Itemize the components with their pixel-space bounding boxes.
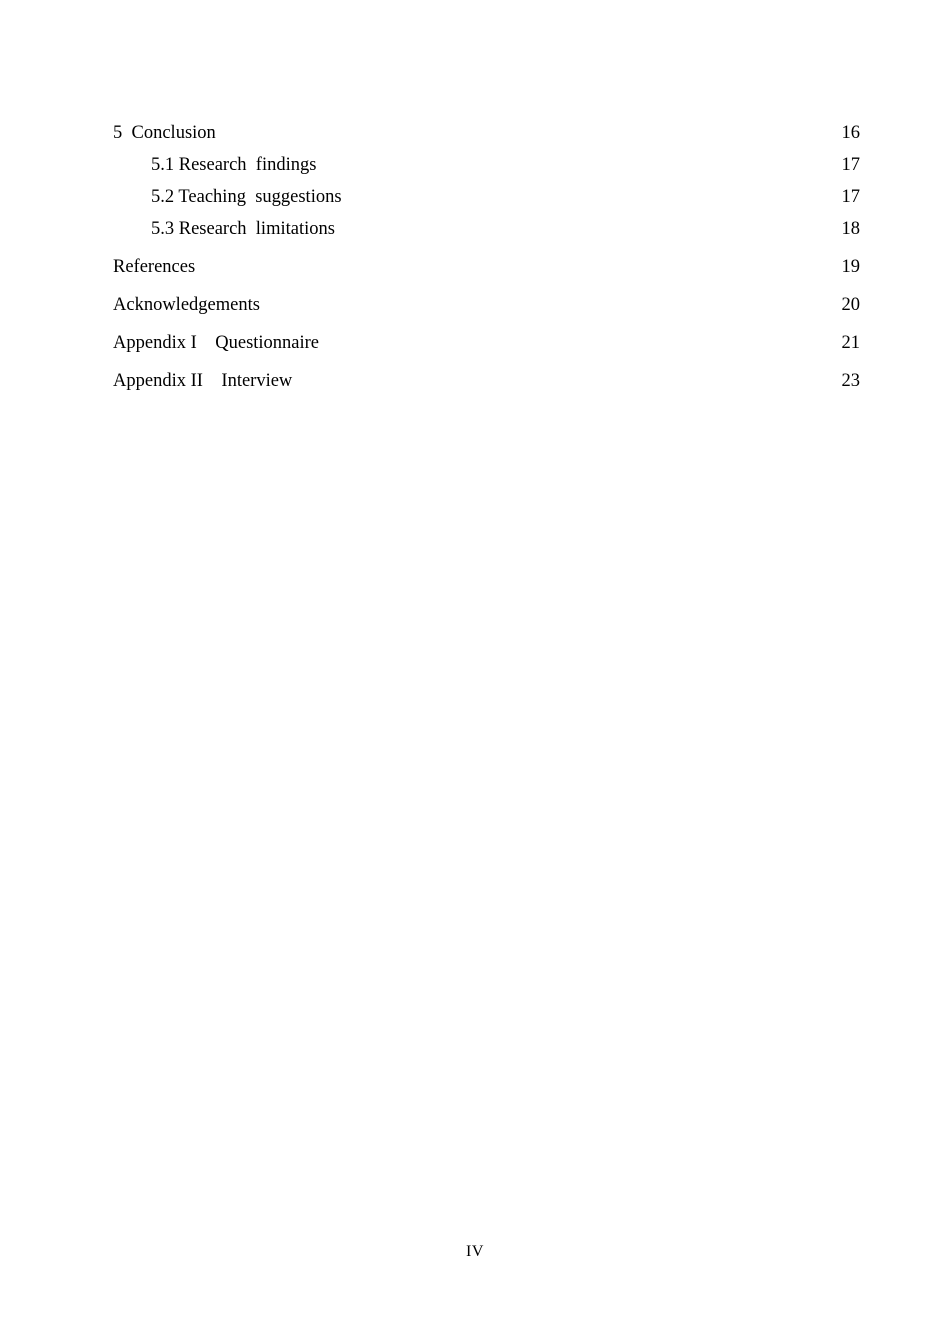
toc-entry-label: 5.3 Research limitations (151, 219, 335, 239)
toc-entry-research-findings[interactable] (113, 151, 860, 179)
toc-entry-appendix-questionnaire[interactable] (113, 329, 860, 357)
page-number-footer: IV (466, 1243, 484, 1260)
toc-entry-research-limitations[interactable] (113, 215, 860, 243)
toc-entry-references[interactable] (113, 253, 860, 281)
toc-entry-label: 5 Conclusion (113, 123, 216, 143)
toc-entry-page-number: 17 (841, 155, 860, 175)
toc-entry-page-number: 19 (841, 257, 860, 277)
toc-entry-label: 5.2 Teaching suggestions (151, 187, 342, 207)
toc-entry-acknowledgements[interactable] (113, 291, 860, 319)
toc-entry-page-number: 23 (841, 371, 860, 391)
toc-entry-page-number: 21 (841, 333, 860, 353)
toc-entry-page-number: 16 (841, 123, 860, 143)
table-of-contents (113, 119, 860, 395)
toc-entry-label: Appendix I Questionnaire (113, 333, 320, 353)
toc-entry-label: Appendix II Interview (113, 371, 293, 391)
toc-entry-label: 5.1 Research findings (151, 155, 317, 175)
toc-entry-conclusion[interactable] (113, 119, 860, 147)
toc-entry-page-number: 20 (841, 295, 860, 315)
toc-entry-page-number: 18 (841, 219, 860, 239)
toc-entry-teaching-suggestions[interactable] (113, 183, 860, 211)
toc-entry-page-number: 17 (841, 187, 860, 207)
toc-entry-appendix-interview[interactable] (113, 367, 860, 395)
toc-entry-label: Acknowledgements (113, 295, 260, 315)
toc-entry-label: References (113, 257, 196, 277)
